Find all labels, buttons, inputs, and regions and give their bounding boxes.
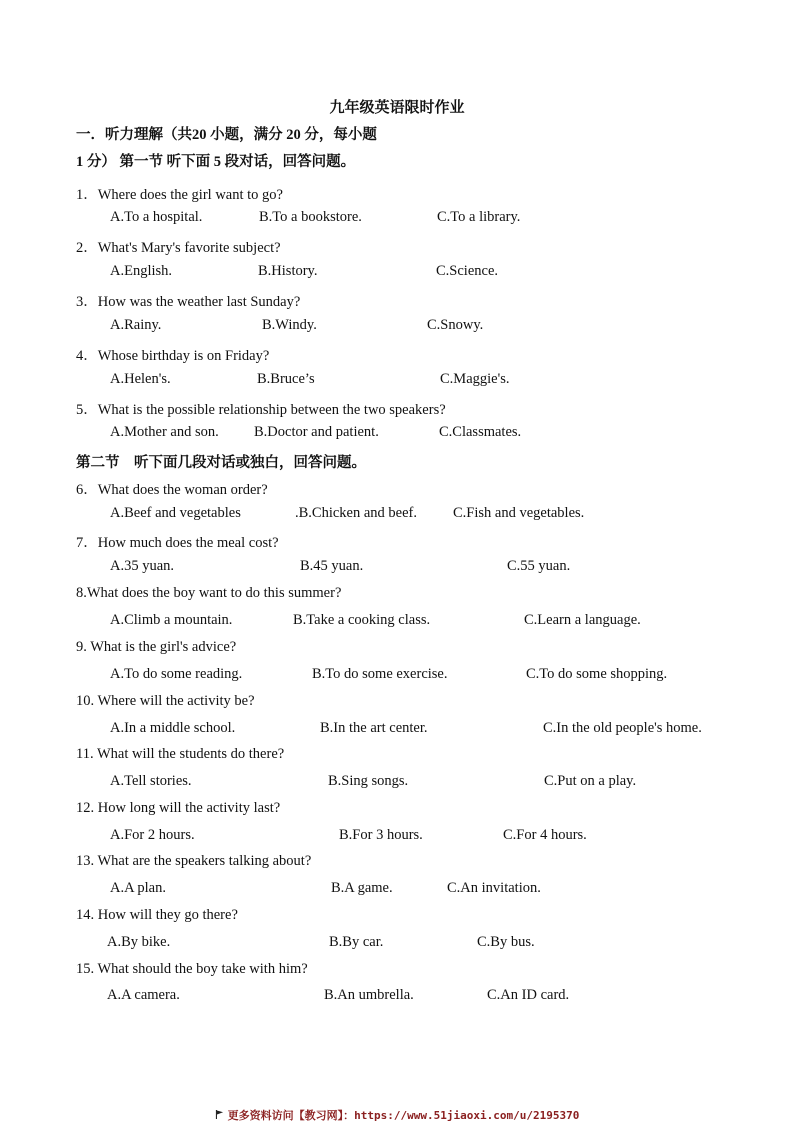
footer-link-text[interactable]: 更多资料访问【教习网】：https://www.51jiaoxi.com/u/2195370 [227,1109,580,1122]
question-13: 13. What are the speakers talking about? [76,853,312,869]
footer [0,1107,794,1123]
section1-heading-line1: 一．听力理解（共20 小题，满分 20 分，每小题 [76,127,377,143]
q9-option-a: A.To do some reading. [110,666,243,682]
question-8: 8.What does the boy want to do this summer? [76,585,342,601]
page-title: 九年级英语限时作业 [329,100,465,116]
q10-option-c: C.In the old people's home. [543,720,702,736]
q1-option-a: A.To a hospital. [110,209,203,225]
section2-heading: 第二节 听下面几段对话或独白，回答问题。 [76,455,366,471]
q4-option-c: C.Maggie's. [440,371,510,387]
q4-option-a: A.Helen's. [110,371,171,387]
q6-option-b: .B.Chicken and beef. [295,505,418,521]
question-4: 4．Whose birthday is on Friday? [76,348,270,364]
question-6: 6．What does the woman order? [76,482,268,498]
q8-option-b: B.Take a cooking class. [293,612,431,628]
q1-option-c: C.To a library. [437,209,521,225]
q14-option-a: A.By bike. [107,934,171,950]
q5-option-b: B.Doctor and patient. [254,424,379,440]
section1-heading-line2: 1 分） 第一节 听下面 5 段对话，回答问题。 [76,154,356,170]
question-9: 9. What is the girl's advice? [76,639,237,655]
q4-option-b: B.Bruce’s [257,371,315,387]
q13-option-c: C.An invitation. [447,880,541,896]
q11-option-c: C.Put on a play. [544,773,637,789]
q9-option-c: C.To do some shopping. [526,666,668,682]
question-5: 5．What is the possible relationship between the two speakers? [76,402,446,418]
q11-option-b: B.Sing songs. [328,773,409,789]
question-10: 10. Where will the activity be? [76,693,255,709]
q10-option-b: B.In the art center. [320,720,428,736]
q15-option-c: C.An ID card. [487,987,570,1003]
q7-option-a: A.35 yuan. [110,558,175,574]
q2-option-a: A.English. [110,263,173,279]
q2-option-c: C.Science. [436,263,499,279]
question-12: 12. How long will the activity last? [76,800,281,816]
q3-option-a: A.Rainy. [110,317,162,333]
q3-option-c: C.Snowy. [427,317,484,333]
q14-option-c: C.By bus. [477,934,535,950]
q15-option-a: A.A camera. [107,987,180,1003]
q9-option-b: B.To do some exercise. [312,666,448,682]
q5-option-c: C.Classmates. [439,424,522,440]
question-14: 14. How will they go there? [76,907,238,923]
q1-option-b: B.To a bookstore. [259,209,362,225]
q11-option-a: A.Tell stories. [110,773,192,789]
question-3: 3．How was the weather last Sunday? [76,294,301,310]
q6-option-c: C.Fish and vegetables. [453,505,585,521]
q2-option-b: B.History. [258,263,318,279]
q12-option-a: A.For 2 hours. [110,827,195,843]
q8-option-a: A.Climb a mountain. [110,612,233,628]
question-1: 1．Where does the girl want to go? [76,187,283,203]
question-15: 15. What should the boy take with him? [76,961,308,977]
question-7: 7．How much does the meal cost? [76,535,279,551]
q6-option-a: A.Beef and vegetables [110,505,241,521]
flag-icon [215,1110,224,1119]
q13-option-a: A.A plan. [110,880,166,896]
q7-option-b: B.45 yuan. [300,558,364,574]
q10-option-a: A.In a middle school. [110,720,236,736]
q13-option-b: B.A game. [331,880,393,896]
question-11: 11. What will the students do there? [76,746,285,762]
q7-option-c: C.55 yuan. [507,558,571,574]
q5-option-a: A.Mother and son. [110,424,219,440]
q12-option-b: B.For 3 hours. [339,827,423,843]
question-2: 2．What's Mary's favorite subject? [76,240,281,256]
q15-option-b: B.An umbrella. [324,987,414,1003]
q14-option-b: B.By car. [329,934,384,950]
q3-option-b: B.Windy. [262,317,317,333]
q8-option-c: C.Learn a language. [524,612,641,628]
q12-option-c: C.For 4 hours. [503,827,587,843]
